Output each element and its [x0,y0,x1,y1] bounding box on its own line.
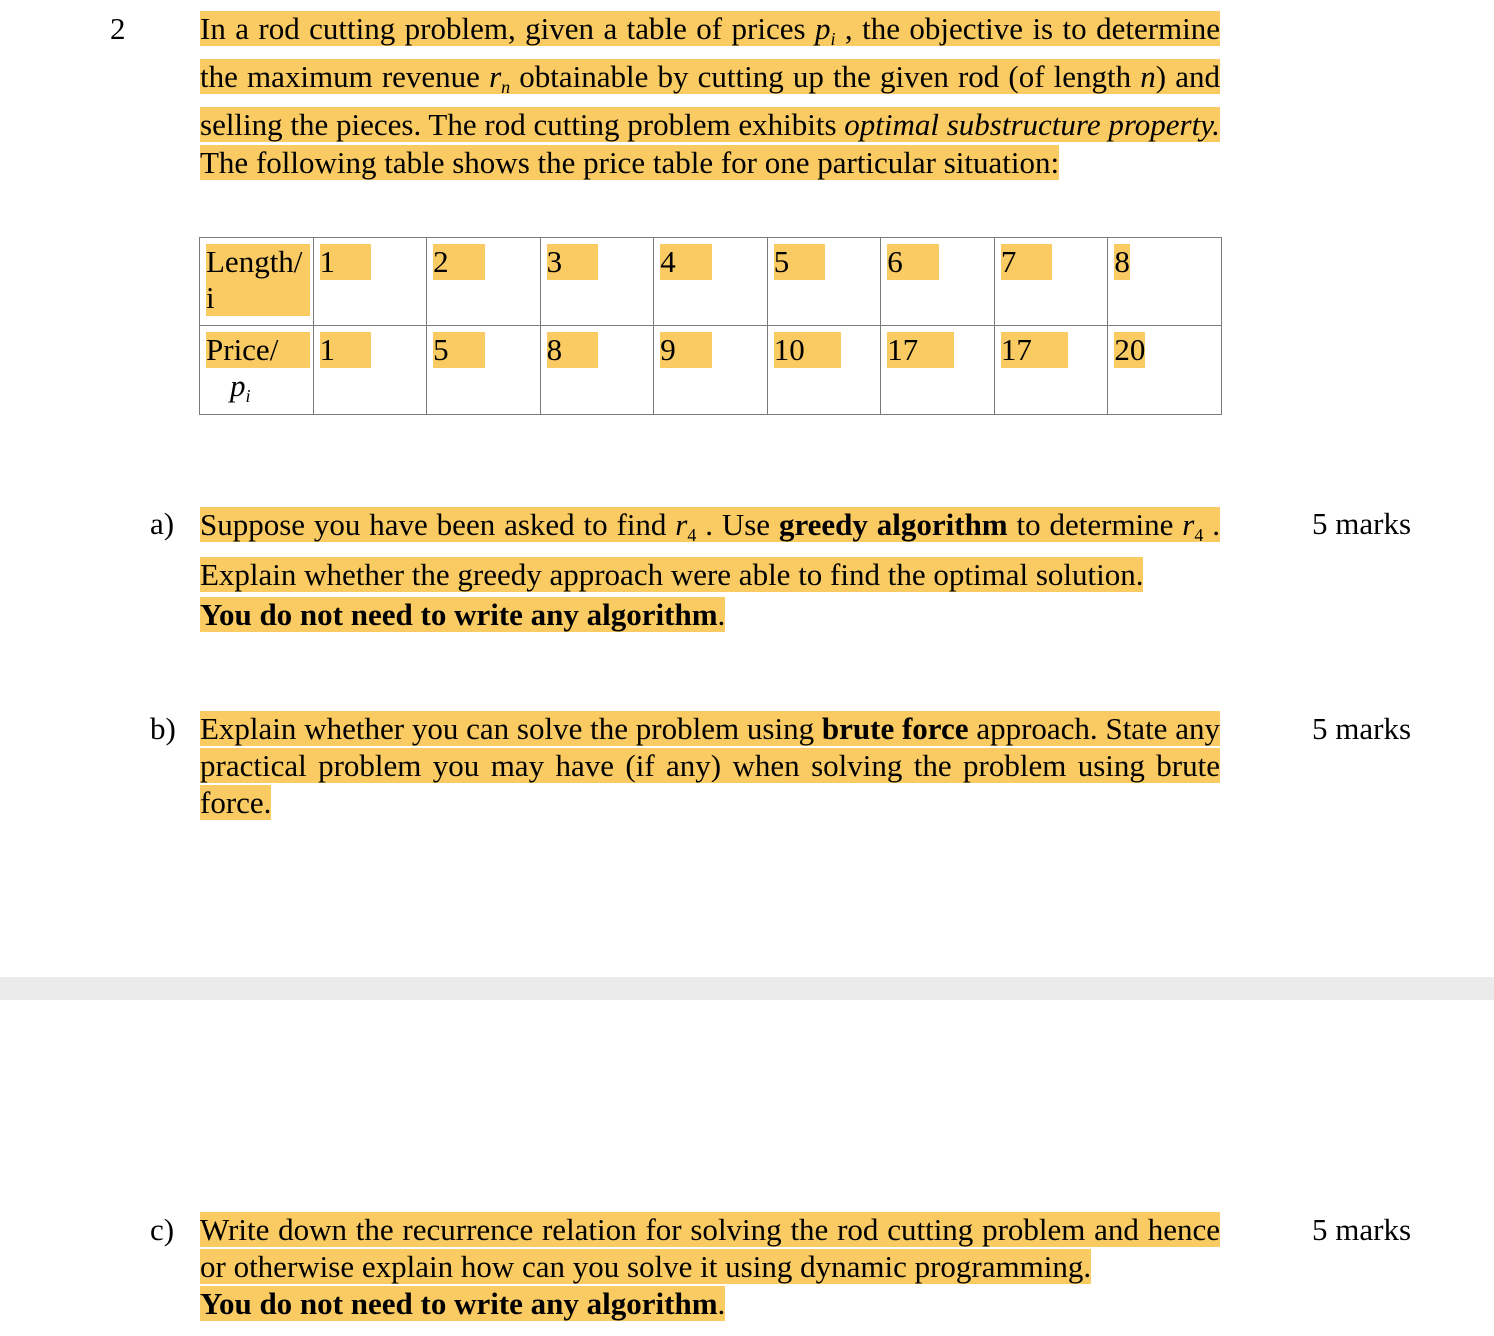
price-cell [540,326,654,415]
n-symbol: n [1140,59,1156,94]
p-symbol: p [815,11,831,46]
price-row-sub: i [245,386,251,406]
part-a-text-3: to determine [1007,507,1183,542]
price-cell [654,326,768,415]
revenue-symbol [489,59,511,97]
part-c-note-bold: You do not need to write any algorithm [200,1286,718,1321]
intro-text-1: In a rod cutting problem, given a table of prices [200,11,815,46]
part-b-text-1: Explain whether you can solve the problem using [200,711,822,746]
part-a-text [200,505,1220,635]
price-cell [1108,326,1222,415]
price-value: 17 [1001,332,1068,368]
optimal-substructure-phrase: optimal substructure property. [844,107,1220,142]
part-b-marks: 5 marks [1312,711,1412,746]
price-value: 8 [547,332,599,368]
length-value: 2 [433,244,485,280]
length-value: 1 [320,244,372,280]
intro-text-5: The following table shows the price table for one particular situation: [200,145,1060,180]
price-value: 9 [660,332,712,368]
length-label-line2: i [206,280,215,315]
price-symbol [815,11,836,49]
price-cell [427,326,541,415]
page-separator-band [0,977,1494,1000]
price-value: 20 [1114,332,1146,367]
brute-force-bold: brute force [821,711,969,746]
length-cell [1108,238,1222,326]
part-a-text-2: . Use [696,507,779,542]
question-number: 2 [110,11,126,46]
length-label [206,244,310,316]
intro-text-3: obtainable by cutting up the given rod (of length [510,59,1141,94]
length-value: 5 [774,244,826,280]
part-b-text [200,710,1220,821]
part-c-period: . [717,1286,726,1321]
part-b-label: b) [150,711,176,746]
price-row-symbol [206,368,251,406]
part-a-period: . [717,597,726,632]
part-a-label: a) [150,506,175,541]
price-value: 1 [320,332,372,368]
greedy-algorithm-bold: greedy algorithm [778,507,1008,542]
length-label-line1: Length/ [206,244,303,279]
length-cell [654,238,768,326]
intro-text-4: ) and selling the pieces. The rod cutting problem exhibits [200,59,1220,142]
length-row [200,238,1222,326]
price-value: 17 [887,332,954,368]
length-cell [767,238,881,326]
price-cell [313,326,427,415]
price-cell [881,326,995,415]
r4-sub: 4 [687,525,697,545]
price-cell [994,326,1108,415]
part-b-text-2: approach. State any practical problem you may have (if any) when solving the problem using brute force. [200,711,1220,820]
part-c-text-1: Write down the recurrence relation for solving the rod cutting problem and hence or otherwise explain how can you solve it using dynamic programming. [200,1212,1220,1284]
r4-symbol-2 [1182,507,1204,545]
length-header-cell [200,238,314,326]
price-header-cell [200,326,314,415]
r4-r-2: r [1182,507,1195,542]
r4-r: r [675,507,688,542]
r-subscript: n [501,77,511,97]
r4-sub-2: 4 [1194,525,1204,545]
part-c-marks: 5 marks [1312,1212,1412,1247]
price-label: Price/ [206,332,310,368]
price-row [200,326,1222,415]
length-value: 6 [887,244,939,280]
price-table [199,237,1222,415]
intro-text-2: , the objective is to determine the maximum revenue [200,11,1221,94]
r4-symbol [675,507,697,545]
length-value: 8 [1114,244,1130,279]
length-value: 3 [547,244,599,280]
intro-paragraph [200,10,1220,182]
part-a-note-bold: You do not need to write any algorithm [200,597,718,632]
length-cell [540,238,654,326]
part-c-label: c) [150,1212,175,1247]
price-value: 10 [774,332,841,368]
length-cell [427,238,541,326]
length-cell [881,238,995,326]
length-value: 7 [1001,244,1053,280]
length-cell [313,238,427,326]
price-value: 5 [433,332,485,368]
part-c-text [200,1211,1220,1322]
part-a-text-4: . Explain whether the greedy approach were able to find the optimal solution. [200,507,1220,592]
length-value: 4 [660,244,712,280]
r-symbol: r [489,59,502,94]
part-a-marks: 5 marks [1312,506,1412,541]
part-a-text-1: Suppose you have been asked to find [200,507,676,542]
length-cell [994,238,1108,326]
p-subscript: i [830,29,836,49]
price-row-p: p [230,368,246,403]
price-cell [767,326,881,415]
